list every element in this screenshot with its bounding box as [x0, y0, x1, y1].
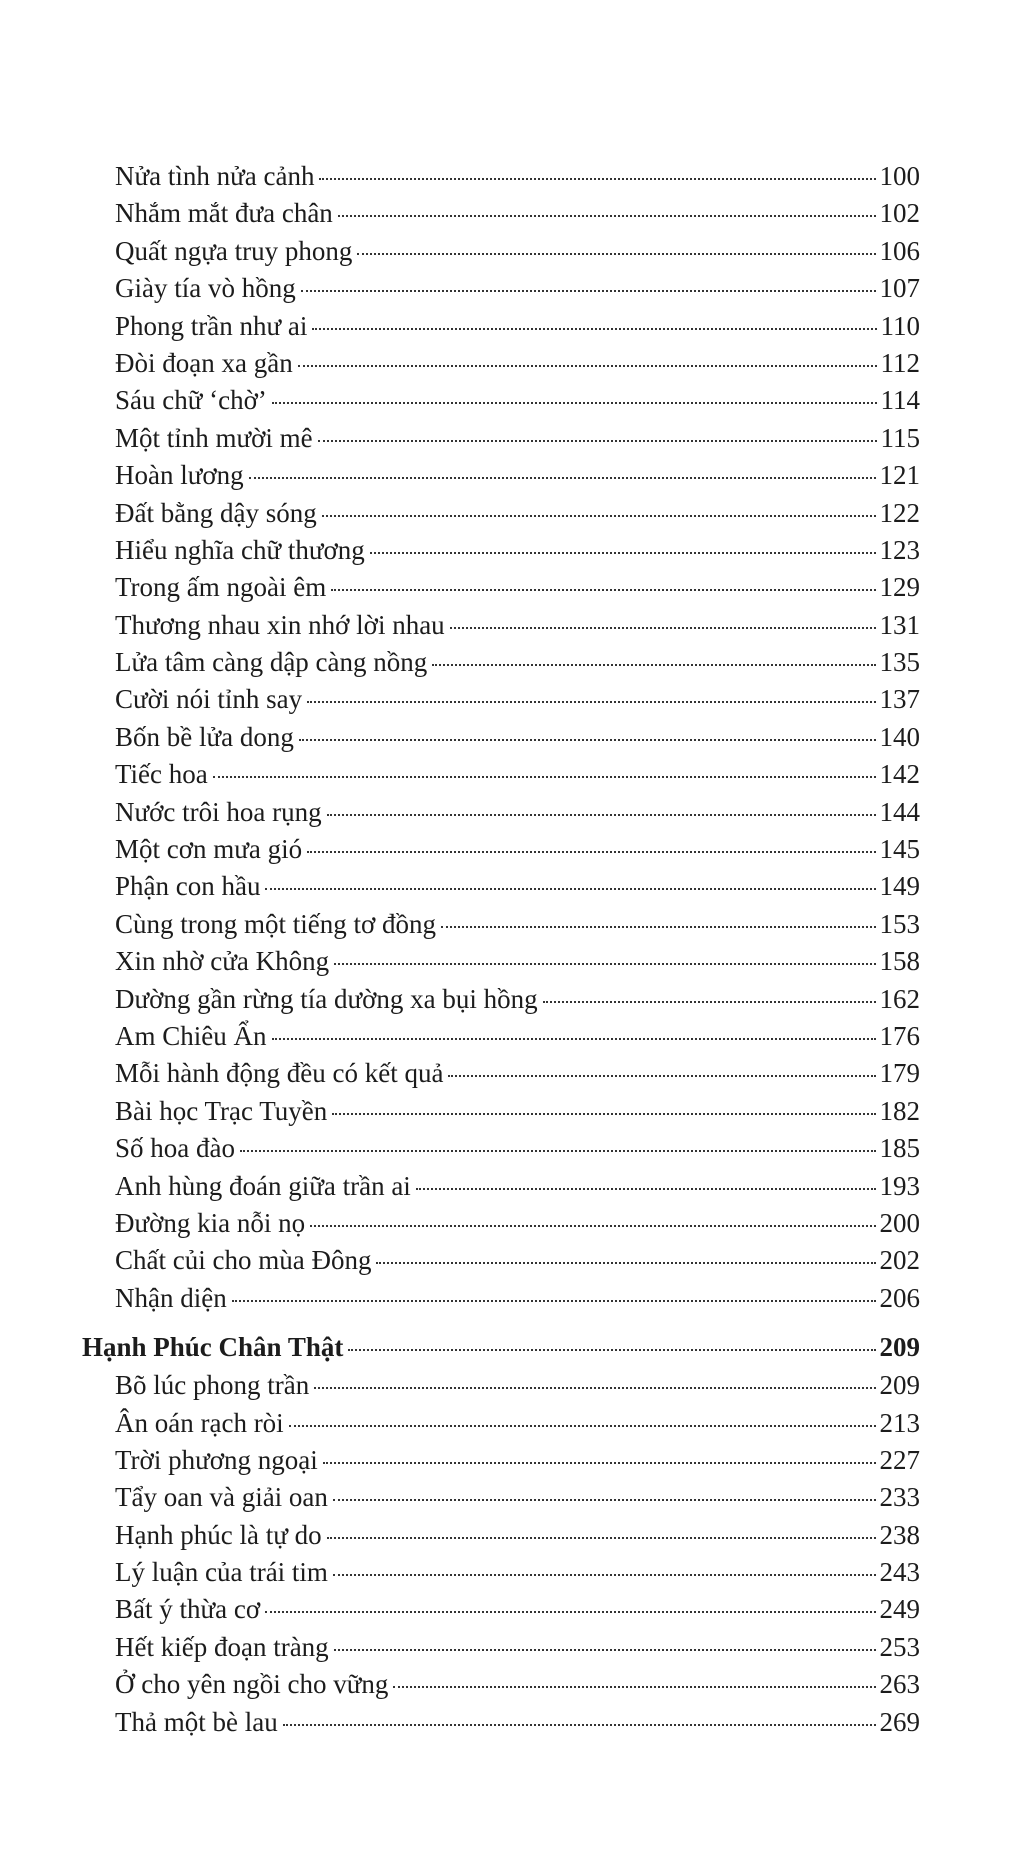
dot-leader: [334, 1649, 876, 1651]
entry-title: Nhận diện: [115, 1282, 227, 1313]
toc-entry: [82, 1554, 920, 1591]
entry-title: Nước trôi hoa rụng: [115, 796, 322, 827]
dot-leader: [322, 515, 876, 517]
entry-title: Bài học Trạc Tuyền: [115, 1095, 328, 1126]
entry-title: Đòi đoạn xa gần: [115, 347, 293, 378]
page-number: 243: [879, 1557, 920, 1588]
toc-entry: [82, 270, 920, 307]
page-number: 185: [879, 1133, 920, 1164]
page-number: 121: [879, 460, 920, 491]
page-number: 209: [879, 1332, 920, 1363]
page-number: 158: [879, 946, 920, 977]
dot-leader: [432, 664, 875, 666]
entry-title: Chất củi cho mùa Đông: [115, 1245, 372, 1276]
page-number: 238: [879, 1519, 920, 1550]
dot-leader: [416, 1188, 876, 1190]
entry-title: Trời phương ngoại: [115, 1444, 318, 1475]
dot-leader: [310, 1225, 875, 1227]
toc-entry: [82, 1704, 920, 1741]
toc-entry: [82, 382, 920, 419]
entry-title: Quất ngựa truy phong: [115, 235, 353, 266]
toc-group: [82, 158, 920, 1317]
dot-leader: [314, 1387, 875, 1389]
toc-section-heading: [82, 1329, 920, 1367]
page-number: 182: [879, 1095, 920, 1126]
entry-title: Thương nhau xin nhớ lời nhau: [115, 609, 445, 640]
toc-entry: [82, 1280, 920, 1317]
dot-leader: [370, 552, 876, 554]
page-number: 115: [880, 422, 920, 453]
dot-leader: [307, 851, 875, 853]
toc-group: [82, 1329, 920, 1741]
page-number: 179: [879, 1058, 920, 1089]
dot-leader: [331, 589, 875, 591]
dot-leader: [450, 627, 876, 629]
page-number: 162: [879, 983, 920, 1014]
toc-entry: [82, 1168, 920, 1205]
entry-title: Sáu chữ ‘chờ’: [115, 385, 267, 416]
page-number: 129: [879, 572, 920, 603]
toc-entry: [82, 1130, 920, 1167]
page-number: 253: [879, 1631, 920, 1662]
toc-entry: [82, 1591, 920, 1628]
dot-leader: [327, 814, 876, 816]
page-number: 112: [880, 347, 920, 378]
toc-entry: [82, 607, 920, 644]
page-number: 123: [879, 534, 920, 565]
dot-leader: [543, 1001, 876, 1003]
page-number: 193: [879, 1170, 920, 1201]
dot-leader: [333, 1499, 876, 1501]
toc-entry: [82, 1517, 920, 1554]
entry-title: Lửa tâm càng dập càng nồng: [115, 647, 428, 678]
toc-entry: [82, 1093, 920, 1130]
entry-title: Nửa tình nửa cảnh: [115, 161, 315, 191]
entry-title: Ở cho yên ngồi cho vững: [115, 1669, 389, 1700]
toc-entry: [82, 831, 920, 868]
page-number: 102: [879, 198, 920, 229]
page-number: 269: [879, 1706, 920, 1737]
dot-leader: [265, 888, 875, 890]
entry-title: Tẩy oan và giải oan: [115, 1482, 328, 1513]
page-number: 227: [879, 1444, 920, 1475]
entry-title: Cùng trong một tiếng tơ đồng: [115, 908, 437, 939]
page-number: 153: [879, 908, 920, 939]
toc-entry: [82, 1405, 920, 1442]
page-number: 107: [879, 273, 920, 304]
toc-entry: [82, 195, 920, 232]
dot-leader: [298, 365, 877, 367]
dot-leader: [376, 1262, 875, 1264]
toc-entry: [82, 1666, 920, 1703]
dot-leader: [299, 739, 876, 741]
table-of-contents: [82, 158, 920, 1741]
toc-entry: [82, 1242, 920, 1279]
dot-leader: [323, 1462, 876, 1464]
entry-title: Bất ý thừa cơ: [115, 1594, 261, 1625]
toc-entry: [82, 233, 920, 270]
dot-leader: [318, 440, 877, 442]
page-number: 110: [880, 310, 920, 341]
page-number: 140: [879, 721, 920, 752]
dot-leader: [265, 1611, 875, 1613]
toc-entry: [82, 1018, 920, 1055]
entry-title: Một tỉnh mười mê: [115, 422, 313, 453]
toc-entry: [82, 1629, 920, 1666]
page-number: 206: [879, 1282, 920, 1313]
entry-title: Bõ lúc phong trần: [115, 1370, 310, 1401]
page-number: 137: [879, 684, 920, 715]
toc-entry: [82, 495, 920, 532]
dot-leader: [272, 1038, 876, 1040]
entry-title: Lý luận của trái tim: [115, 1557, 328, 1588]
dot-leader: [283, 1724, 876, 1726]
toc-entry: [82, 1205, 920, 1242]
entry-title: Hết kiếp đoạn tràng: [115, 1631, 329, 1662]
toc-entry: [82, 1367, 920, 1404]
entry-title: Phong trần như ai: [115, 310, 308, 341]
dot-leader: [307, 701, 875, 703]
entry-title: Đất bằng dậy sóng: [115, 497, 317, 528]
dot-leader: [334, 963, 875, 965]
page-number: 176: [879, 1020, 920, 1051]
entry-title: Bốn bề lửa dong: [115, 721, 294, 752]
dot-leader: [448, 1075, 875, 1077]
toc-entry: [82, 681, 920, 718]
entry-title: Hiểu nghĩa chữ thương: [115, 534, 365, 565]
dot-leader: [338, 215, 876, 217]
entry-title: Ân oán rạch ròi: [115, 1407, 284, 1438]
entry-title: Cười nói tỉnh say: [115, 684, 303, 715]
entry-title: Đường kia nỗi nọ: [115, 1207, 306, 1238]
dot-leader: [332, 1113, 875, 1115]
dot-leader: [327, 1537, 876, 1539]
entry-title: Mỗi hành động đều có kết quả: [115, 1058, 444, 1089]
entry-title: Trong ấm ngoài êm: [115, 572, 327, 603]
entry-title: Anh hùng đoán giữa trần ai: [115, 1170, 411, 1201]
toc-entry: [82, 532, 920, 569]
entry-title: Am Chiêu Ẩn: [115, 1020, 267, 1051]
dot-leader: [333, 1574, 876, 1576]
page-number: 131: [879, 609, 920, 640]
dot-leader: [289, 1425, 876, 1427]
section-title: Hạnh Phúc Chân Thật: [82, 1332, 344, 1363]
dot-leader: [301, 290, 876, 292]
page-number: 100: [879, 161, 920, 191]
page-number: 213: [879, 1407, 920, 1438]
page-number: 200: [879, 1207, 920, 1238]
dot-leader: [348, 1349, 875, 1351]
dot-leader: [213, 776, 876, 778]
toc-entry: [82, 1442, 920, 1479]
page-number: 144: [879, 796, 920, 827]
toc-entry: [82, 719, 920, 756]
toc-entry: [82, 906, 920, 943]
toc-entry: [82, 981, 920, 1018]
dot-leader: [249, 477, 876, 479]
toc-entry: [82, 794, 920, 831]
entry-title: Tiếc hoa: [115, 759, 208, 790]
page-number: 263: [879, 1669, 920, 1700]
toc-entry: [82, 756, 920, 793]
page-number: 233: [879, 1482, 920, 1513]
toc-entry: [82, 868, 920, 905]
page-number: 145: [879, 834, 920, 865]
entry-title: Phận con hầu: [115, 871, 261, 902]
toc-entry: [82, 158, 920, 195]
page-number: 122: [879, 497, 920, 528]
dot-leader: [272, 402, 877, 404]
dot-leader: [312, 328, 876, 330]
dot-leader: [393, 1686, 875, 1688]
page-number: 106: [879, 235, 920, 266]
toc-entry: [82, 308, 920, 345]
dot-leader: [240, 1150, 876, 1152]
entry-title: Hạnh phúc là tự do: [115, 1519, 322, 1550]
toc-entry: [82, 1479, 920, 1516]
page-number: 135: [879, 647, 920, 678]
toc-entry: [82, 420, 920, 457]
dot-leader: [232, 1300, 876, 1302]
dot-leader: [357, 253, 875, 255]
entry-title: Dường gần rừng tía dường xa bụi hồng: [115, 983, 538, 1014]
toc-entry: [82, 457, 920, 494]
entry-title: Xin nhờ cửa Không: [115, 946, 330, 977]
entry-title: Số hoa đào: [115, 1133, 235, 1164]
page-number: 114: [880, 385, 920, 416]
toc-entry: [82, 644, 920, 681]
page-number: 149: [879, 871, 920, 902]
toc-entry: [82, 943, 920, 980]
dot-leader: [319, 178, 875, 180]
entry-title: Nhắm mắt đưa chân: [115, 198, 333, 229]
toc-entry: [82, 569, 920, 606]
page-number: 202: [879, 1245, 920, 1276]
toc-entry: [82, 345, 920, 382]
entry-title: Thả một bè lau: [115, 1706, 278, 1737]
page-number: 209: [879, 1370, 920, 1401]
page-number: 142: [879, 759, 920, 790]
page-number: 249: [879, 1594, 920, 1625]
toc-entry: [82, 1055, 920, 1092]
entry-title: Giày tía vò hồng: [115, 273, 296, 304]
entry-title: Một cơn mưa gió: [115, 834, 303, 865]
entry-title: Hoàn lương: [115, 460, 244, 491]
dot-leader: [441, 926, 875, 928]
